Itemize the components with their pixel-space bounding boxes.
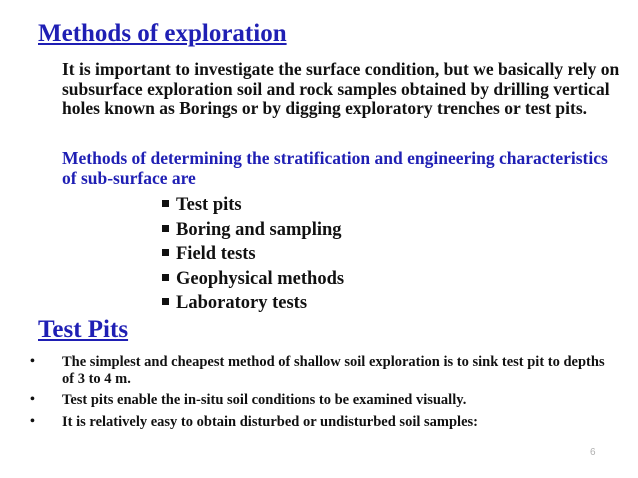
method-label: Field tests [176, 244, 256, 264]
method-label: Boring and sampling [176, 219, 342, 240]
method-label: Laboratory tests [176, 293, 308, 313]
point-text: Test pits enable the in-situ soil conditions to be examined visually. [62, 392, 467, 408]
bullet-icon: • [30, 392, 35, 407]
slide-title: Methods of exploration [38, 20, 287, 47]
list-item [162, 193, 344, 218]
test-pits-list [30, 354, 615, 435]
point-text: The simplest and cheapest method of shallow soil exploration is to sink test pit to depths of 3 to 4 m. [62, 354, 605, 387]
section-title-test-pits: Test Pits [38, 316, 129, 343]
methods-intro: Methods of determining the stratification and engineering characteristics of sub-surface are [62, 148, 608, 188]
square-bullet-icon [162, 274, 169, 281]
list-item [162, 291, 344, 316]
bullet-icon: • [30, 354, 35, 369]
bullet-icon: • [30, 413, 35, 429]
list-item [30, 392, 615, 409]
method-label: Geophysical methods [176, 268, 345, 289]
square-bullet-icon [162, 298, 169, 305]
method-label: Test pits [176, 195, 242, 215]
point-text: It is relatively easy to obtain disturbed or undisturbed soil samples: [62, 413, 478, 430]
methods-list [162, 193, 344, 316]
intro-paragraph: It is important to investigate the surface condition, but we basically rely on subsurface exploration soil and rock samples obtained by drilling vertical holes known as Borings or by digging exploratory trenches or test pits. [62, 59, 620, 118]
list-item [30, 414, 615, 431]
list-item [162, 242, 344, 267]
list-item [162, 267, 344, 292]
list-item [30, 354, 615, 387]
square-bullet-icon [162, 225, 169, 232]
square-bullet-icon [162, 200, 169, 207]
square-bullet-icon [162, 249, 169, 256]
page-number: 6 [590, 447, 596, 458]
list-item [162, 218, 344, 243]
